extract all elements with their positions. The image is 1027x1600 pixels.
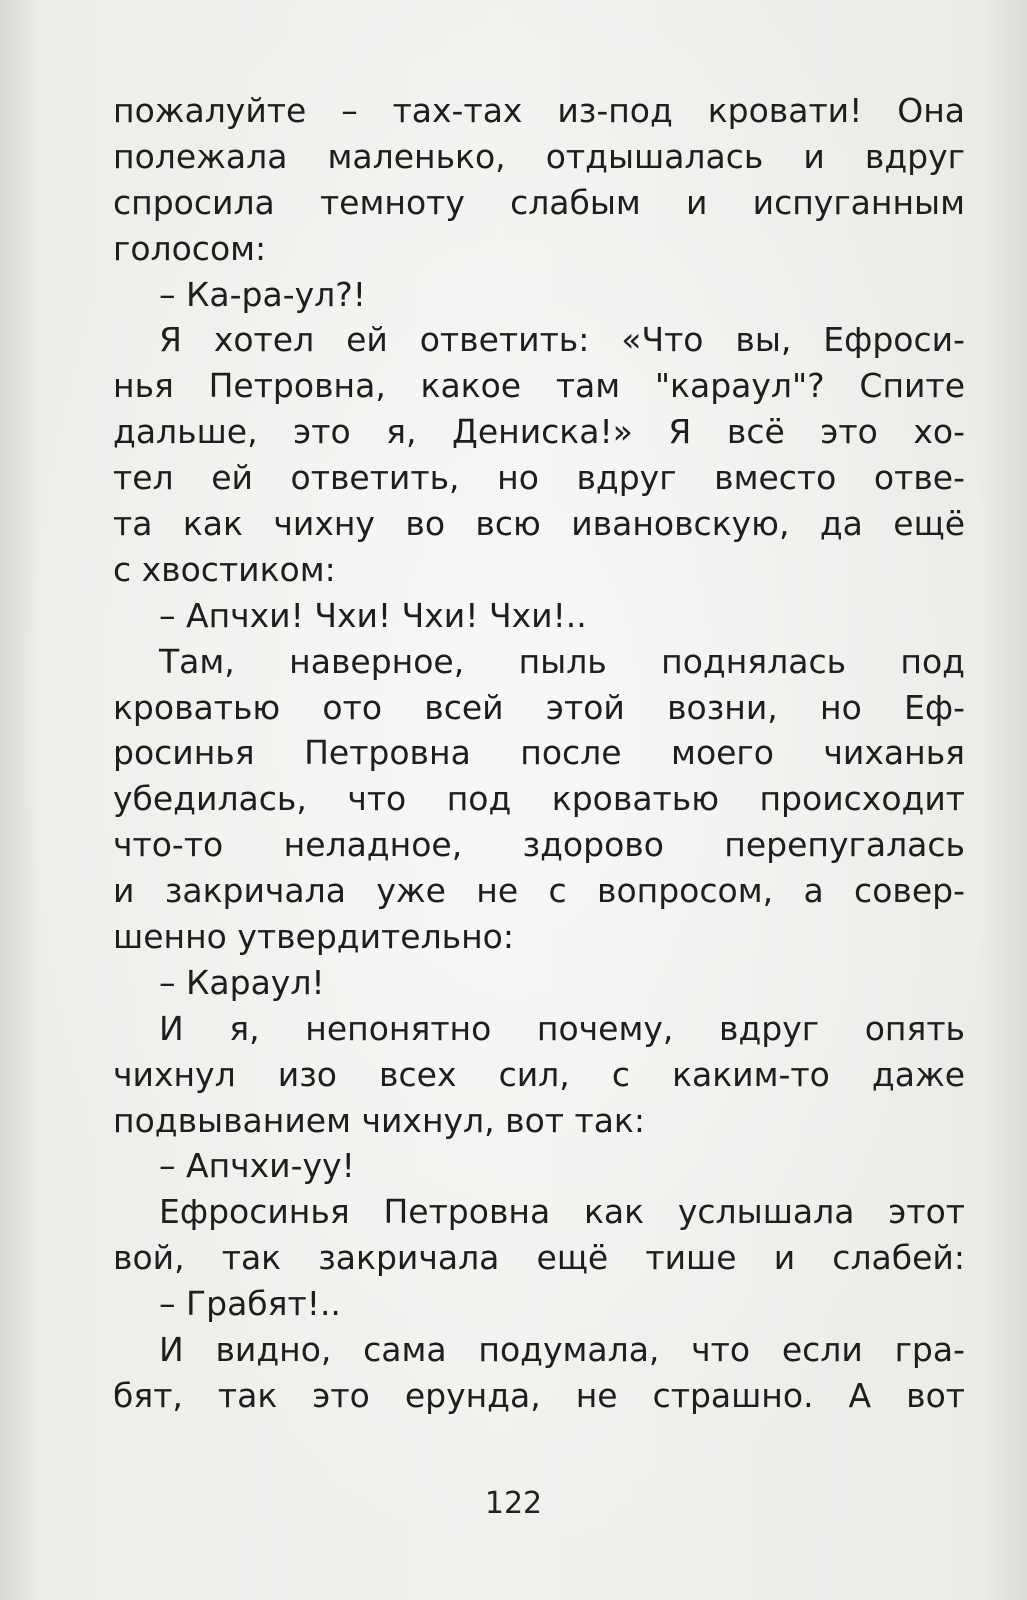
text-line: дальше, это я, Дениска!» Я всё это хо- [113, 412, 965, 452]
text-line: – Апчхи-уу! [159, 1146, 355, 1186]
page-number: 122 [484, 1486, 543, 1521]
text-line: полежала маленько, отдышалась и вдруг [113, 136, 965, 176]
text-line: – Караул! [159, 962, 325, 1002]
text-line: Там, наверное, пыль поднялась под [159, 641, 965, 681]
text-line: пожалуйте – тах-тах из-под кровати! Она [113, 91, 965, 130]
text-line: вой, так закричала ещё тише и слабей: [113, 1238, 965, 1278]
text-line: и закричала уже не с вопросом, а совер- [113, 871, 965, 911]
text-line: спросила темноту слабым и испуганным [113, 182, 965, 222]
text-line: тел ей ответить, но вдруг вместо отве- [113, 458, 965, 498]
text-line: росинья Петровна после моего чиханья [113, 733, 965, 773]
text-line: бят, так это ерунда, не страшно. А вот [113, 1375, 965, 1415]
text-line: – Ка-ра-ул?! [159, 274, 366, 314]
text-line: И я, непонятно почему, вдруг опять [159, 1008, 965, 1048]
text-line: голосом: [113, 228, 267, 268]
text-line: шенно утвердительно: [113, 917, 514, 957]
text-line: нья Петровна, какое там "караул"? Спите [113, 366, 965, 406]
text-line: – Апчхи! Чхи! Чхи! Чхи!.. [159, 595, 587, 635]
body-text [113, 88, 965, 1419]
text-line: – Грабят!.. [159, 1284, 341, 1324]
text-line: убедилась, что под кроватью происходит [113, 779, 965, 819]
text-line: с хвостиком: [113, 549, 336, 589]
text-line: та как чихну во всю ивановскую, да ещё [113, 504, 965, 544]
text-line: И видно, сама подумала, что если гра- [159, 1330, 965, 1370]
text-line: чихнул изо всех сил, с каким-то даже [113, 1054, 965, 1094]
text-line: Ефросинья Петровна как услышала этот [159, 1192, 965, 1232]
text-line: Я хотел ей ответить: «Что вы, Ефроси- [159, 320, 965, 360]
text-line: подвыванием чихнул, вот так: [113, 1100, 645, 1140]
text-line: что-то неладное, здорово перепугалась [113, 825, 965, 865]
text-line: кроватью ото всей этой возни, но Еф- [113, 687, 965, 727]
